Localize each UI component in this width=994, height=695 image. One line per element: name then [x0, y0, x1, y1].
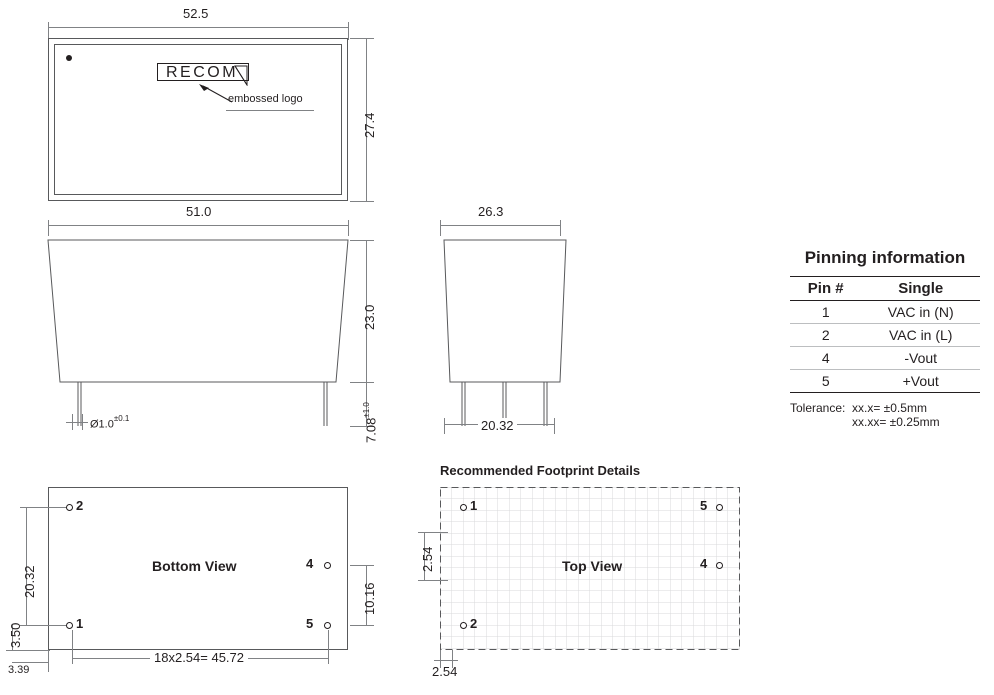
topview-width-label: 52.5 — [183, 6, 209, 21]
pinning-row-3-pin: 5 — [790, 370, 861, 393]
bottomview-339-label: 3.39 — [8, 664, 30, 676]
pinning-row-2-pin: 4 — [790, 347, 861, 370]
frontview-width-label: 51.0 — [186, 204, 212, 219]
bottomview-label: Bottom View — [152, 558, 237, 574]
pinning-header-row — [790, 277, 980, 301]
sideview-pinspacing-ext-left — [444, 418, 445, 434]
table-row — [790, 347, 980, 370]
sideview-width-ext-right — [560, 220, 561, 236]
bottomview-350-label: 3.50 — [8, 622, 23, 648]
footprint-bottom-dim-label: 2.54 — [432, 664, 458, 679]
sideview-body — [430, 236, 580, 436]
pinning-row-1-function: VAC in (L) — [861, 324, 980, 347]
pinning-title: Pinning information — [804, 248, 966, 267]
bottomview-350-ext-bottom — [6, 650, 50, 651]
pinning-table — [790, 276, 980, 393]
table-row — [790, 324, 980, 347]
footprint-pin-5-label: 5 — [700, 498, 708, 513]
table-row — [790, 370, 980, 393]
bottomview-2032-label: 20.32 — [22, 565, 37, 598]
footprint-left-ext-bottom — [418, 580, 448, 581]
tolerance-line-1: xx.x= ±0.5mm — [852, 401, 927, 415]
footprint-title: Recommended Footprint Details — [440, 463, 641, 478]
tolerance-line-2: xx.xx= ±0.25mm — [852, 415, 940, 429]
bottomview-1016-label: 10.16 — [362, 582, 377, 615]
pinning-row-1-pin: 2 — [790, 324, 861, 347]
footprint-bottom-dim-line — [434, 660, 458, 661]
bottomview-4572-ext-right — [328, 630, 329, 664]
bottomview-pin-2-label: 2 — [76, 498, 84, 513]
bottomview-pin-4-symbol — [324, 562, 331, 569]
embossed-logo-underline — [226, 110, 314, 111]
pin-diameter-tol: ±0.1 — [113, 414, 130, 423]
frontview-height-ext-bottom — [350, 382, 374, 383]
footprint-label: Top View — [562, 558, 623, 574]
topview-height-label: 27.4 — [362, 112, 377, 138]
frontview-pinlen-tol: ±1.0 — [362, 402, 371, 418]
sideview-pinspacing-label: 20.32 — [478, 418, 517, 433]
pinning-header-single: Single — [861, 277, 980, 301]
footprint-pin-2-symbol — [460, 622, 467, 629]
pindia-dim-line — [66, 422, 88, 423]
bottomview-pin-1-label: 1 — [76, 616, 84, 631]
pin1-marker-dot — [66, 55, 72, 61]
tolerance-label: Tolerance: — [790, 401, 846, 415]
sideview-width-ext-left — [440, 220, 441, 236]
pin-diameter-label — [90, 414, 129, 432]
bottomview-339-dim-line — [12, 662, 48, 663]
frontview-width-ext-right — [348, 220, 349, 236]
pinning-row-0-function: VAC in (N) — [861, 301, 980, 324]
topview-width-dim-line — [48, 27, 348, 28]
frontview-width-ext-left — [48, 220, 49, 236]
bottomview-pin-5-label: 5 — [306, 616, 314, 631]
embossed-logo-label: embossed logo — [228, 93, 303, 105]
bottomview-339-ext — [48, 650, 49, 672]
bottomview-2032-ext-bottom — [20, 625, 66, 626]
table-row — [790, 301, 980, 324]
sideview-width-label: 26.3 — [478, 204, 504, 219]
frontview-height-label: 23.0 — [362, 304, 377, 330]
bottomview-pin-5-symbol — [324, 622, 331, 629]
pinning-header-pin: Pin # — [790, 277, 861, 301]
footprint-pin-5-symbol — [716, 504, 723, 511]
bottomview-1016-ext-bottom — [350, 625, 374, 626]
frontview-height-ext-top — [350, 240, 374, 241]
svg-text:RECOM: RECOM — [165, 64, 239, 81]
footprint-pin-1-label: 1 — [470, 498, 478, 513]
pinning-row-3-function: +Vout — [861, 370, 980, 393]
topview-width-ext-right — [348, 22, 349, 40]
bottomview-pin-4-label: 4 — [306, 556, 314, 571]
frontview-pinlen-label — [362, 402, 380, 443]
footprint-left-ext-top — [418, 532, 448, 533]
footprint-pin-2-label: 2 — [470, 616, 478, 631]
sideview-width-dim-line — [440, 225, 560, 226]
pin-diameter-value: Ø1.0 — [90, 418, 114, 431]
bottomview-pin-1-symbol — [66, 622, 73, 629]
bottomview-2032-ext-top — [20, 507, 66, 508]
sideview-pinspacing-ext-right — [554, 418, 555, 434]
bottomview-pin-2-symbol — [66, 504, 73, 511]
footprint-left-dim-label: 2.54 — [420, 546, 435, 572]
footprint-pin-1-symbol — [460, 504, 467, 511]
footprint-pin-4-label: 4 — [700, 556, 708, 571]
bottomview-1016-ext-top — [350, 565, 374, 566]
footprint-pin-4-symbol — [716, 562, 723, 569]
bottomview-4572-ext-left — [72, 630, 73, 664]
pinning-row-2-function: -Vout — [861, 347, 980, 370]
topview-height-ext-bottom — [350, 201, 374, 202]
frontview-pinlen-value: 7.08 — [363, 417, 379, 443]
bottomview-4572-label: 18x2.54= 45.72 — [150, 650, 248, 665]
frontview-width-dim-line — [48, 225, 348, 226]
frontview-body — [40, 236, 370, 436]
topview-height-ext-top — [350, 38, 374, 39]
recom-logo — [157, 60, 249, 86]
pinning-information-panel — [790, 248, 980, 429]
pinning-row-0-pin: 1 — [790, 301, 861, 324]
